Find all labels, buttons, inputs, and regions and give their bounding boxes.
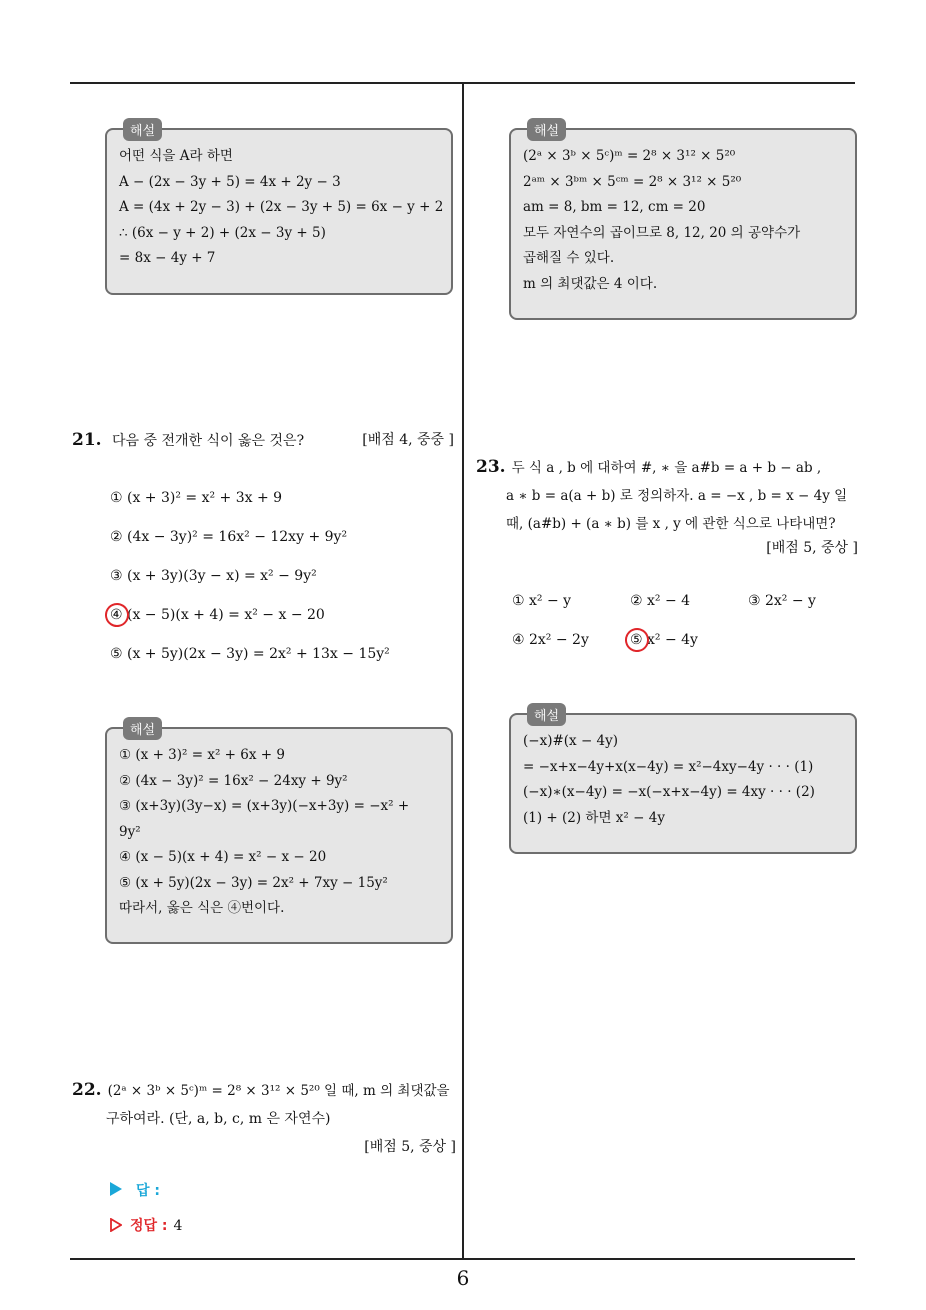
solution-line: ③ (x+3y)(3y−x) = (x+3y)(−x+3y) = −x² +	[119, 798, 410, 814]
question-text: (2ᵃ × 3ᵇ × 5ᶜ)ᵐ = 2⁸ × 3¹² × 5²⁰ 일 때, m 의 최댓값을	[107, 1083, 450, 1099]
question-22	[72, 1076, 456, 1161]
solution-line: = −x+x−4y+x(x−4y) = x²−4xy−4y · · · (1)	[523, 758, 814, 775]
solution-line: 따라서, 옳은 식은 ④번이다.	[119, 900, 285, 916]
correct-answer-row	[110, 1215, 182, 1235]
option-5[interactable]: ⑤ (x + 5y)(2x − 3y) = 2x² + 13x − 15y²	[110, 646, 390, 662]
solution-tag: 해설	[527, 118, 566, 141]
solution-line: (−x)#(x − 4y)	[523, 733, 619, 749]
solution-line: 9y²	[119, 823, 141, 840]
page-number: 6	[456, 1266, 470, 1290]
question-number: 22.	[72, 1080, 102, 1100]
option-4[interactable]: ④ (x − 5)(x + 4) = x² − x − 20	[110, 607, 325, 623]
solution-tag: 해설	[527, 703, 566, 726]
solution-line: 모두 자연수의 곱이므로 8, 12, 20 의 공약수가	[523, 224, 801, 241]
option-3[interactable]: ③ (x + 3y)(3y − x) = x² − 9y²	[110, 568, 317, 584]
option-1[interactable]: ① x² − y	[512, 593, 572, 609]
answer-label: 답 :	[136, 1183, 160, 1199]
solution-box-23	[509, 709, 857, 854]
solution-line: ① (x + 3)² = x² + 6x + 9	[119, 747, 285, 763]
solution-box-top-left	[105, 124, 453, 295]
solution-line: 어떤 식을 A라 하면	[119, 148, 233, 164]
solution-line: ∴ (6x − y + 2) + (2x − 3y + 5)	[119, 224, 326, 241]
question-text-cont: 구하여라. (단, a, b, c, m 은 자연수)	[106, 1111, 331, 1127]
solution-tag: 해설	[123, 118, 162, 141]
solution-line: ② (4x − 3y)² = 16x² − 24xy + 9y²	[119, 772, 348, 789]
question-meta: [배점 5, 중상 ]	[364, 1139, 456, 1155]
solution-line: ④ (x − 5)(x + 4) = x² − x − 20	[119, 849, 327, 865]
question-meta: [배점 5, 중상 ]	[766, 540, 858, 556]
solution-box-22	[509, 124, 857, 320]
question-meta: [배점 4, 중중 ]	[362, 432, 454, 448]
selected-answer-mark	[623, 626, 651, 654]
solution-line: (2ᵃ × 3ᵇ × 5ᶜ)ᵐ = 2⁸ × 3¹² × 5²⁰	[523, 148, 736, 164]
selected-answer-mark	[103, 601, 131, 629]
bottom-rule	[70, 1258, 855, 1260]
option-4[interactable]: ④ 2x² − 2y	[512, 632, 589, 648]
question-text-cont: 때, (a#b) + (a ∗ b) 를 x , y 에 관한 식으로 나타내면?	[506, 516, 836, 532]
question-text: 두 식 a , b 에 대하여 #, ∗ 을 a#b = a + b − ab ,	[511, 460, 822, 476]
option-3[interactable]: ③ 2x² − y	[748, 593, 816, 609]
solution-line: A = (4x + 2y − 3) + (2x − 3y + 5) = 6x − y + 2	[119, 199, 444, 215]
question-text: 다음 중 전개한 식이 옳은 것은?	[112, 433, 305, 449]
option-2[interactable]: ② x² − 4	[630, 593, 691, 609]
solution-line: ⑤ (x + 5y)(2x − 3y) = 2x² + 7xy − 15y²	[119, 874, 388, 891]
correct-answer-label: 정답 :	[130, 1218, 168, 1234]
solution-line: 곱해질 수 있다.	[523, 250, 615, 266]
question-number: 21.	[72, 430, 102, 450]
question-23	[476, 453, 858, 562]
solution-line: = 8x − 4y + 7	[119, 250, 216, 266]
play-arrow-icon	[110, 1182, 122, 1196]
question-number: 23.	[476, 457, 506, 477]
solution-line: (−x)∗(x−4y) = −x(−x+x−4y) = 4xy · · · (2)	[523, 784, 815, 800]
correct-answer-value: 4	[173, 1218, 183, 1234]
question-21	[72, 426, 454, 455]
option-5[interactable]: ⑤ x² − 4y	[630, 632, 698, 648]
solution-line: am = 8, bm = 12, cm = 20	[523, 199, 706, 215]
solution-line: 2ᵃᵐ × 3ᵇᵐ × 5ᶜᵐ = 2⁸ × 3¹² × 5²⁰	[523, 173, 742, 190]
option-1[interactable]: ① (x + 3)² = x² + 3x + 9	[110, 490, 283, 506]
option-2[interactable]: ② (4x − 3y)² = 16x² − 12xy + 9y²	[110, 529, 348, 545]
solution-box-21	[105, 723, 453, 944]
column-divider	[462, 83, 464, 1259]
solution-line: m 의 최댓값은 4 이다.	[523, 275, 658, 292]
outline-arrow-icon	[110, 1218, 122, 1232]
question-text-cont: a ∗ b = a(a + b) 로 정의하자. a = −x , b = x − 4y 일	[506, 488, 848, 504]
solution-line: A − (2x − 3y + 5) = 4x + 2y − 3	[119, 173, 341, 190]
solution-line: (1) + (2) 하면 x² − 4y	[523, 809, 665, 826]
answer-input-row[interactable]	[110, 1180, 160, 1200]
solution-tag: 해설	[123, 717, 162, 740]
